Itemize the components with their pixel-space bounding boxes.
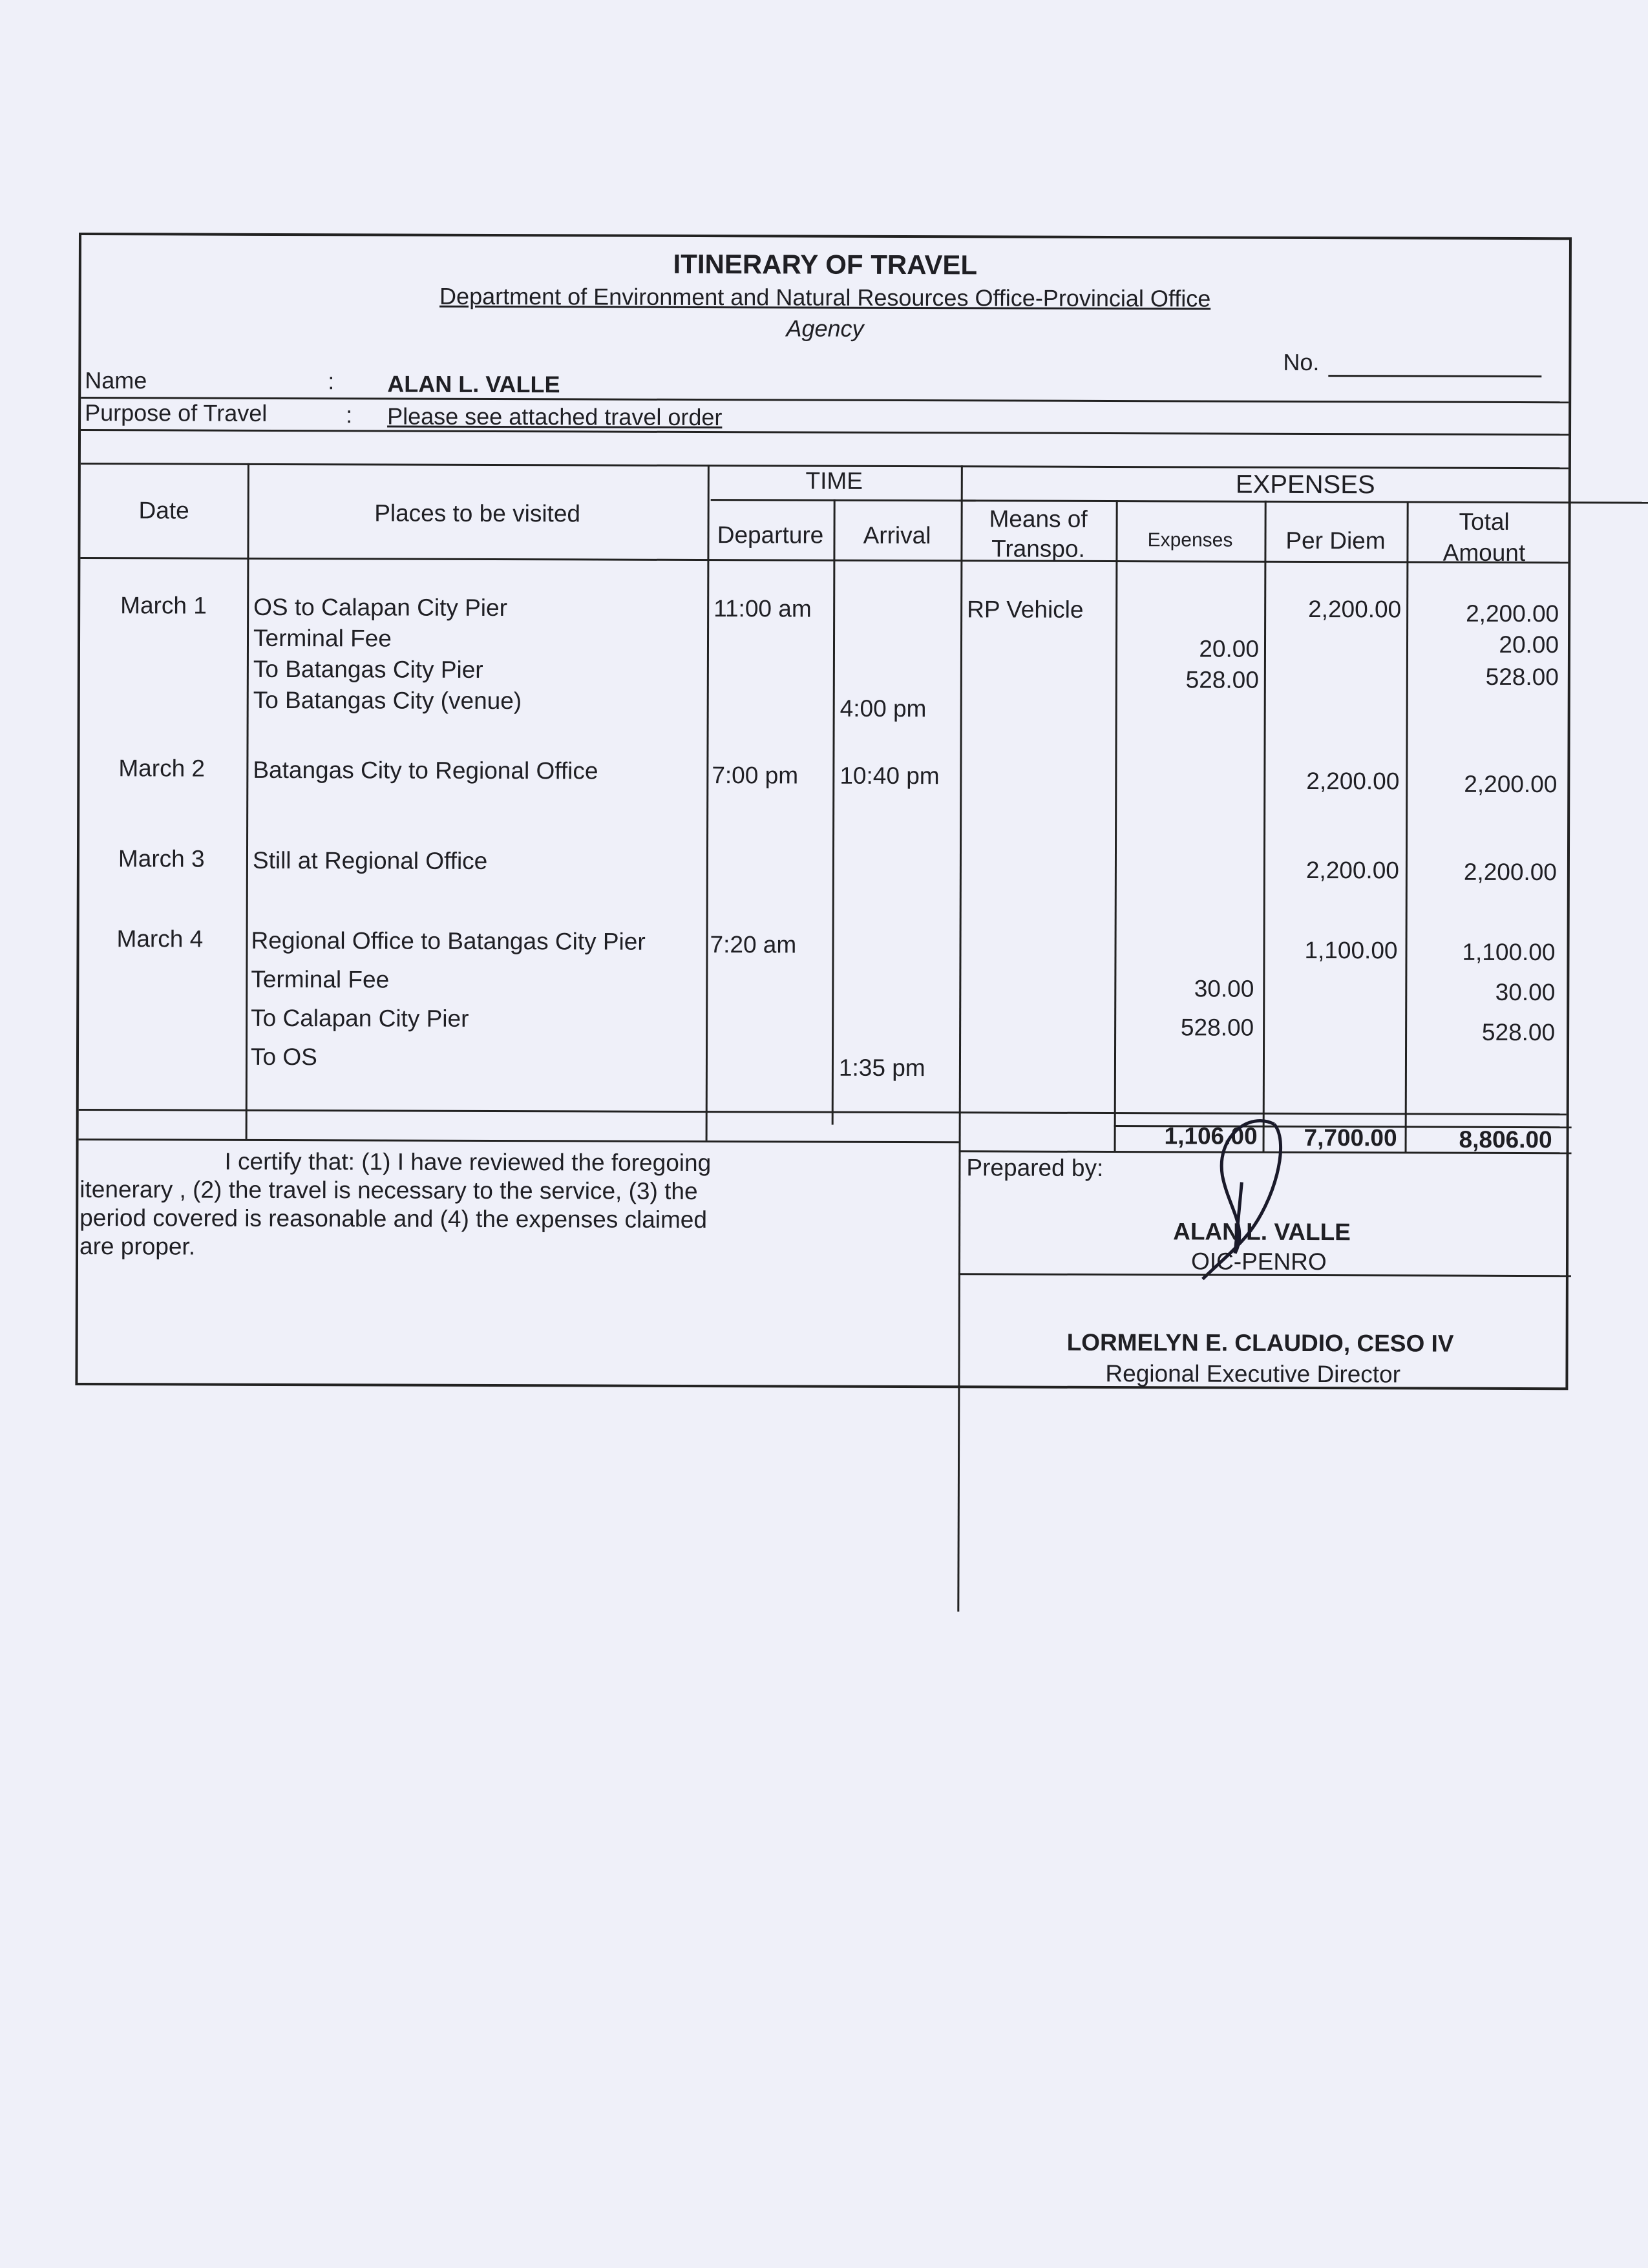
header-total-1: Total (1459, 508, 1510, 535)
row1-total: 2,200.00 (1466, 600, 1559, 627)
row1-means: RP Vehicle (967, 596, 1084, 623)
total-per-diem: 7,700.00 (1304, 1124, 1397, 1151)
form-title: ITINERARY OF TRAVEL (673, 248, 978, 280)
number-label: No. (1283, 348, 1320, 376)
row9-place: To Calapan City Pier (251, 1004, 469, 1032)
row5-arrival: 10:40 pm (840, 762, 940, 790)
agency-name: Department of Environment and Natural Resources Office-Provincial Office (439, 282, 1211, 312)
name-colon: : (328, 368, 335, 395)
totals-bottom-rule-left (79, 1139, 959, 1143)
number-field[interactable] (1328, 375, 1541, 377)
row6-date: March 3 (118, 845, 205, 872)
name-rule (81, 397, 1569, 403)
col-line-means (1114, 500, 1118, 1151)
prepared-by-label: Prepared by: (966, 1154, 1104, 1181)
row3-total: 528.00 (1485, 663, 1559, 691)
certify-line2: itenerary , (2) the travel is necessary to the service, (3) the (79, 1176, 698, 1205)
row1-departure: 11:00 am (713, 595, 812, 622)
row10-place: To OS (250, 1043, 317, 1071)
approver-name: LORMELYN E. CLAUDIO, CESO IV (1066, 1328, 1454, 1357)
header-time: TIME (805, 467, 863, 494)
row9-total: 528.00 (1481, 1018, 1556, 1046)
row10-arrival: 1:35 pm (838, 1054, 925, 1082)
header-per-diem: Per Diem (1285, 527, 1386, 554)
row7-departure: 7:20 am (710, 931, 797, 958)
header-means-1: Means of (989, 505, 1088, 532)
row9-expenses: 528.00 (1180, 1014, 1254, 1041)
col-line-departure (832, 499, 836, 1125)
purpose-colon: : (346, 401, 353, 428)
row6-total: 2,200.00 (1463, 858, 1557, 886)
preparer-title: OIC-PENRO (1190, 1248, 1327, 1276)
purpose-label: Purpose of Travel (85, 399, 268, 426)
row4-arrival: 4:00 pm (840, 695, 927, 722)
row1-place: OS to Calapan City Pier (253, 593, 508, 622)
agency-label: Agency (786, 315, 864, 342)
grand-total: 8,806.00 (1459, 1126, 1552, 1153)
header-date: Date (138, 497, 189, 524)
row2-place: Terminal Fee (253, 624, 392, 652)
approver-title: Regional Executive Director (1105, 1360, 1401, 1388)
row5-place: Batangas City to Regional Office (253, 756, 598, 784)
row7-date: March 4 (116, 925, 204, 952)
name-value: ALAN L. VALLE (387, 370, 560, 398)
name-label: Name (85, 367, 147, 394)
row2-expenses: 20.00 (1199, 635, 1260, 662)
row7-place: Regional Office to Batangas City Pier (251, 927, 646, 955)
row1-date: March 1 (120, 592, 207, 619)
col-line-arrival (957, 465, 963, 1612)
row8-total: 30.00 (1495, 978, 1556, 1006)
row8-place: Terminal Fee (251, 965, 390, 993)
row2-total: 20.00 (1499, 631, 1559, 658)
row8-expenses: 30.00 (1194, 975, 1254, 1002)
preparer-name: ALAN L. VALLE (1173, 1218, 1351, 1246)
row5-per-diem: 2,200.00 (1306, 767, 1400, 795)
row6-per-diem: 2,200.00 (1305, 856, 1399, 884)
header-expenses-group: EXPENSES (1235, 470, 1375, 499)
row5-total: 2,200.00 (1464, 770, 1558, 798)
itinerary-form (75, 233, 1572, 1390)
header-departure: Departure (717, 521, 824, 549)
header-total-2: Amount (1442, 539, 1526, 567)
row3-expenses: 528.00 (1185, 666, 1259, 693)
row5-date: March 2 (118, 755, 206, 782)
certify-line4: are proper. (79, 1233, 196, 1260)
certify-line1: I certify that: (1) I have reviewed the foregoing (224, 1148, 712, 1177)
row1-per-diem: 2,200.00 (1308, 595, 1402, 623)
header-places: Places to be visited (374, 499, 581, 527)
col-line-expenses (1263, 501, 1267, 1152)
row5-departure: 7:00 pm (712, 762, 799, 789)
certify-line3: period covered is reasonable and (4) the expenses claimed (79, 1204, 708, 1234)
col-line-perdiem (1405, 501, 1409, 1152)
total-expenses: 1,106.00 (1164, 1122, 1258, 1150)
row7-per-diem: 1,100.00 (1304, 936, 1398, 964)
header-bottom-rule (80, 557, 1568, 563)
time-sub-rule-2 (711, 499, 976, 501)
signature-mark (1177, 1098, 1307, 1292)
totals-top-rule (79, 1109, 1567, 1115)
row4-place: To Batangas City (venue) (253, 686, 522, 715)
time-sub-rule (960, 499, 1648, 503)
header-arrival: Arrival (863, 521, 931, 549)
row6-place: Still at Regional Office (252, 846, 488, 874)
row7-total: 1,100.00 (1462, 938, 1556, 966)
purpose-value: Please see attached travel order (387, 403, 723, 431)
row3-place: To Batangas City Pier (253, 655, 483, 683)
header-means-2: Transpo. (991, 535, 1085, 562)
col-line-date (246, 463, 249, 1139)
header-expenses: Expenses (1147, 529, 1233, 551)
col-line-places (706, 465, 710, 1140)
purpose-rule (81, 429, 1569, 436)
